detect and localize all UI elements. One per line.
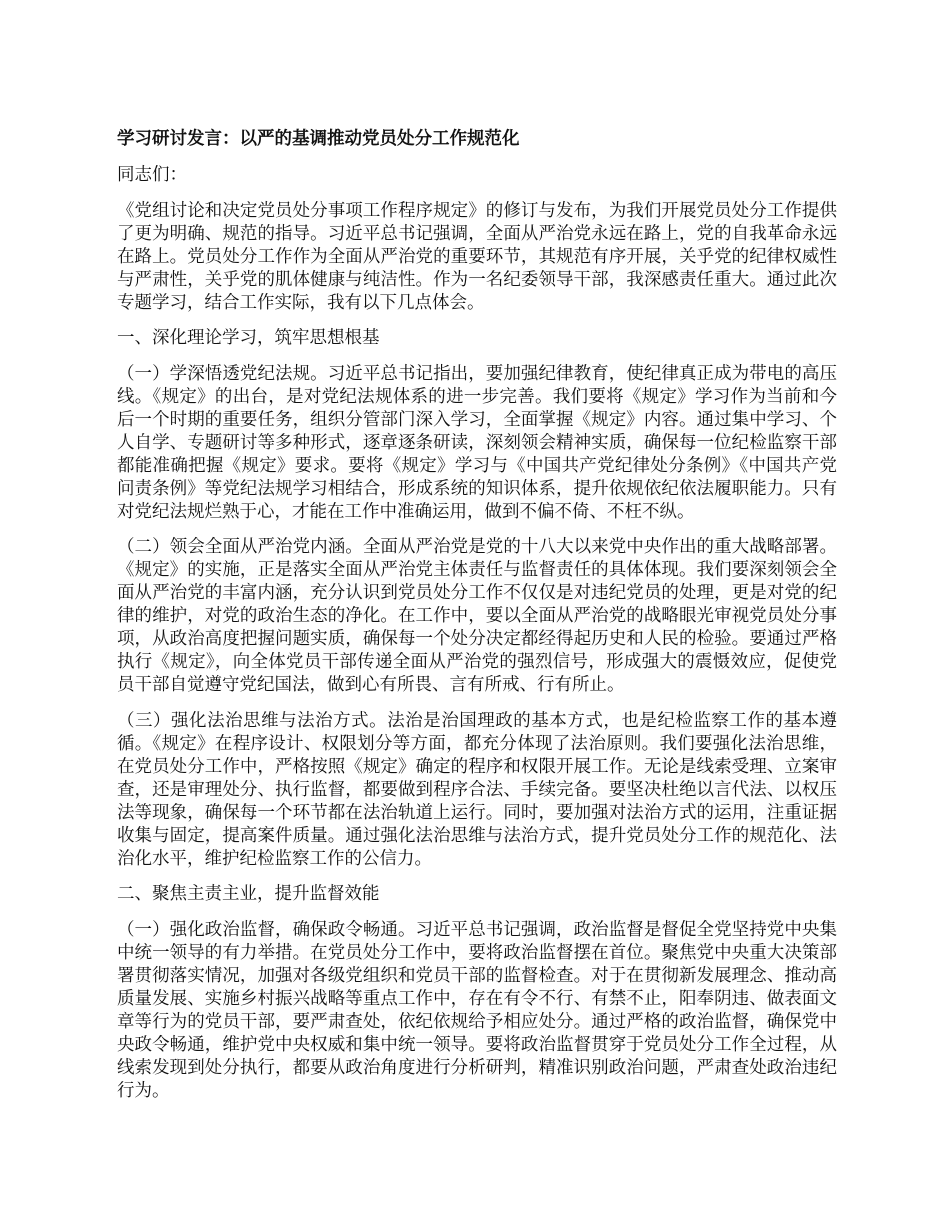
paragraph: （一）学深悟透党纪法规。习近平总书记指出，要加强纪律教育，使纪律真正成为带电的高压线。《规定》的出台，是对党纪法规体系的进一步完善。我们要将《规定》学习作为当前和今后一个时期的重要任务，组织分管部门深入学习，全面掌握《规定》内容。通过集中学习、个人自学、专题研讨等多种形式，逐章逐条研读，深刻领会精神实质，确保每一位纪检监察干部都能准确把握《规定》要求。要将《规定》学习与《中国共产党纪律处分条例》《中国共产党问责条例》等党纪法规学习相结合，形成系统的知识体系，提升依规依纪依法履职能力。只有对党纪法规烂熟于心，才能在工作中准确运用，做到不偏不倚、不枉不纵。 xyxy=(117,363,837,522)
paragraph: （二）领会全面从严治党内涵。全面从严治党是党的十八大以来党中央作出的重大战略部署。《规定》的实施，正是落实全面从严治党主体责任与监督责任的具体体现。我们要深刻领会全面从严治党的丰富内涵，充分认识到党员处分工作不仅仅是对违纪党员的处理，更是对党的纪律的维护，对党的政治生态的净化。在工作中，要以全面从严治党的战略眼光审视党员处分事项，从政治高度把握问题实质，确保每一个处分决定都经得起历史和人民的检验。要通过严格执行《规定》，向全体党员干部传递全面从严治党的强烈信号，形成强大的震慑效应，促使党员干部自觉遵守党纪国法，做到心有所畏、言有所戒、行有所止。 xyxy=(117,537,837,695)
section-heading-1: 一、深化理论学习，筑牢思想根基 xyxy=(117,328,380,348)
paragraph: （一）强化政治监督，确保政令畅通。习近平总书记强调，政治监督是督促全党坚持党中央集中统一领导的有力举措。在党员处分工作中，要将政治监督摆在首位。聚焦党中央重大决策部署贯彻落实情况，加强对各级党组织和党员干部的监督检查。对于在贯彻新发展理念、推动高质量发展、实施乡村振兴战略等重点工作中，存在有令不行、有禁不止，阳奉阴违、做表面文章等行为的党员干部，要严肃查处，依纪依规给予相应处分。通过严格的政治监督，确保党中央政令畅通，维护党中央权威和集中统一领导。要将政治监督贯穿于党员处分工作全过程，从线索发现到处分执行，都要从政治角度进行分析研判，精准识别政治问题，严肃查处政治违纪行为。 xyxy=(117,919,837,1101)
salutation: 同志们： xyxy=(117,165,187,185)
intro-paragraph: 《党组讨论和决定党员处分事项工作程序规定》的修订与发布，为我们开展党员处分工作提供了更为明确、规范的指导。习近平总书记强调，全面从严治党永远在路上，党的自我革命永远在路上。党员处分工作作为全面从严治党的重要环节，其规范有序开展，关乎党的纪律权威性与严肃性，关乎党的肌体健康与纯洁性。作为一名纪委领导干部，我深感责任重大。通过此次专题学习，结合工作实际，我有以下几点体会。 xyxy=(117,200,837,313)
document-title: 学习研讨发言：以严的基调推动党员处分工作规范化 xyxy=(117,129,520,149)
section-heading-2: 二、聚焦主责主业，提升监督效能 xyxy=(117,884,380,904)
paragraph: （三）强化法治思维与法治方式。法治是治国理政的基本方式，也是纪检监察工作的基本遵循。《规定》在程序设计、权限划分等方面，都充分体现了法治原则。我们要强化法治思维，在党员处分工作中，严格按照《规定》确定的程序和权限开展工作。无论是线索受理、立案审查，还是审理处分、执行监督，都要做到程序合法、手续完备。要坚决杜绝以言代法、以权压法等现象，确保每一个环节都在法治轨道上运行。同时，要加强对法治方式的运用，注重证据收集与固定，提高案件质量。通过强化法治思维与法治方式，提升党员处分工作的规范化、法治化水平，维护纪检监察工作的公信力。 xyxy=(117,710,837,869)
document-page xyxy=(117,128,837,1115)
